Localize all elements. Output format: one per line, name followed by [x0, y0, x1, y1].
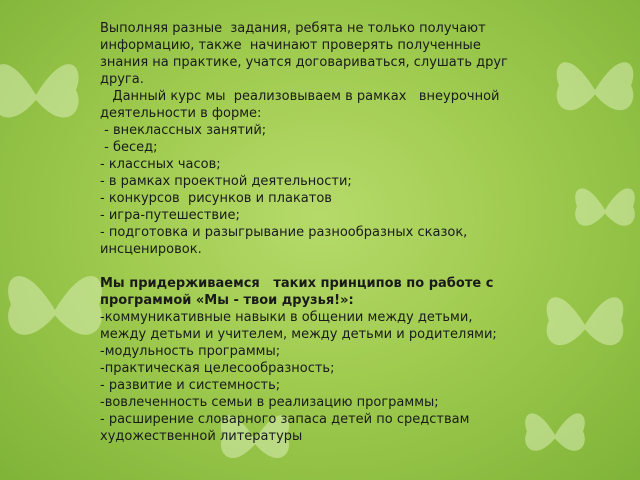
butterfly-icon: [0, 40, 86, 150]
text-line: - игра-путешествие;: [100, 208, 240, 223]
text-line: - конкурсов рисунков и плакатов: [100, 191, 332, 206]
list-item: художественной литературы: [100, 429, 303, 444]
text-line: деятельности в форме:: [100, 106, 262, 121]
heading-line: Мы придерживаемся таких принципов по работе с: [100, 276, 494, 291]
text-line: - бесед;: [100, 140, 158, 155]
text-line: Данный курс мы реализовываем в рамках внеурочной: [100, 89, 500, 104]
text-line: инсценировок.: [100, 242, 202, 257]
butterfly-icon: [0, 250, 110, 370]
text-line: знания на практике, учатся договариваться, слушать друг: [100, 55, 508, 70]
heading-line: программой «Мы - твои друзья!»:: [100, 293, 354, 308]
list-item: - развитие и системность;: [100, 378, 281, 393]
list-item: -модульность программы;: [100, 344, 281, 359]
text-line: - подготовка и разыгрывание разнообразных сказок,: [100, 225, 468, 240]
butterfly-icon: [570, 170, 640, 250]
list-item: -коммуникативные навыки в общении между детьми,: [100, 310, 473, 325]
list-item: -вовлеченность семьи в реализацию программы;: [100, 395, 439, 410]
text-line: информацию, также начинают проверять полученные: [100, 38, 481, 53]
list-item: между детьми и учителем, между детьми и родителями;: [100, 327, 497, 342]
text-line: Выполняя разные задания, ребята не только получают: [100, 21, 486, 36]
list-item: - расширение словарного запаса детей по средствам: [100, 412, 470, 427]
course-description: [100, 20, 560, 258]
slide-text-block: [100, 20, 560, 445]
principles-heading: [100, 275, 560, 309]
list-item: -практическая целесообразность;: [100, 361, 335, 376]
text-line: - внеклассных занятий;: [100, 123, 267, 138]
paragraph-gap: [100, 258, 560, 275]
text-line: друга.: [100, 72, 144, 87]
butterfly-icon: [550, 40, 640, 140]
text-line: - классных часов;: [100, 157, 221, 172]
principles-list: [100, 309, 560, 445]
text-line: - в рамках проектной деятельности;: [100, 174, 352, 189]
